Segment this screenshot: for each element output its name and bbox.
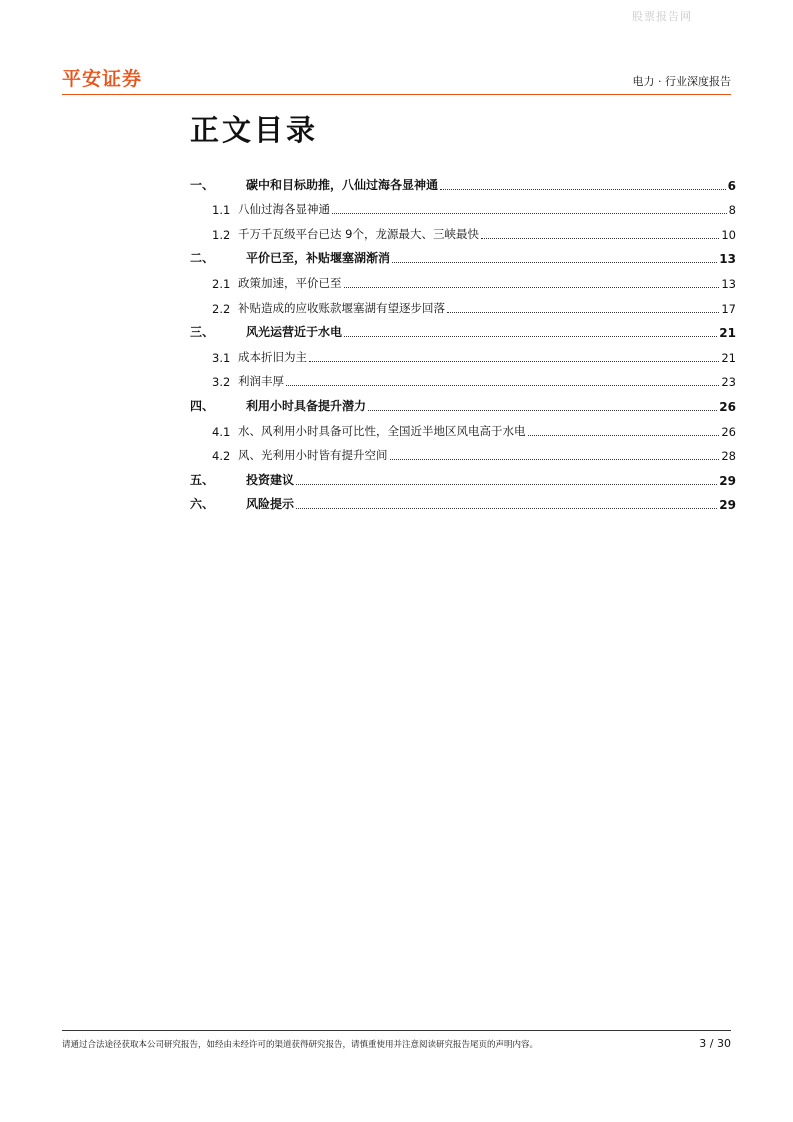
toc-entry-number: 1.2 [212, 227, 231, 242]
toc-leader-dots [309, 361, 719, 362]
toc-section-entry[interactable] [190, 340, 736, 365]
toc-leader-dots [390, 459, 720, 460]
toc-chapter-entry[interactable] [190, 488, 736, 513]
page-title: 正文目录 [190, 113, 319, 147]
toc-entry-number: 六、 [190, 497, 215, 512]
toc-entry-title: 碳中和目标助推，八仙过海各显神通 [246, 177, 439, 192]
toc-leader-dots [332, 213, 727, 214]
toc-leader-dots [296, 508, 717, 509]
toc-section-entry[interactable] [190, 414, 736, 439]
toc-entry-number: 3.1 [212, 350, 231, 365]
toc-entry-title: 补贴造成的应收账款堰塞湖有望逐步回落 [238, 300, 445, 315]
toc-entry-number: 二、 [190, 251, 215, 266]
toc-entry-title: 风、光利用小时皆有提升空间 [238, 448, 388, 463]
toc-leader-dots [440, 189, 726, 190]
toc-chapter-entry[interactable] [190, 168, 736, 193]
toc-section-entry[interactable] [190, 365, 736, 390]
toc-section-entry[interactable] [190, 266, 736, 291]
toc-leader-dots [392, 262, 717, 263]
toc-entry-number: 五、 [190, 472, 215, 487]
toc-leader-dots [481, 238, 719, 239]
toc-entry-page: 17 [721, 301, 736, 316]
toc-entry-title: 千万千瓦级平台已达 9个，龙源最大、三峡最快 [238, 226, 479, 241]
toc-entry-number: 四、 [190, 398, 215, 413]
toc-leader-dots [286, 385, 719, 386]
toc-entry-page: 29 [719, 498, 736, 513]
toc-leader-dots [344, 287, 720, 288]
toc-entry-page: 29 [719, 473, 736, 488]
toc-entry-title: 风光运营近于水电 [246, 325, 343, 340]
toc-entry-page: 21 [719, 326, 736, 341]
toc-leader-dots [447, 312, 719, 313]
toc-leader-dots [296, 484, 717, 485]
toc-entry-number: 3.2 [212, 375, 231, 390]
toc-entry-page: 10 [721, 227, 736, 242]
page-number: 3 / 30 [699, 1037, 731, 1050]
toc-section-entry[interactable] [190, 193, 736, 218]
toc-entry-title: 八仙过海各显神通 [238, 202, 330, 217]
report-section-label: 电力 · 行业深度报告 [632, 75, 731, 88]
toc-entry-number: 一、 [190, 177, 215, 192]
toc-entry-page: 13 [719, 252, 736, 267]
toc-entry-number: 三、 [190, 325, 215, 340]
toc-entry-number: 1.1 [212, 203, 231, 218]
header-divider [62, 94, 731, 95]
toc-entry-page: 28 [721, 449, 736, 464]
footer-divider [62, 1030, 731, 1031]
footer-disclaimer: 请通过合法途径获取本公司研究报告，如经由未经许可的渠道获得研究报告，请慎重使用并注意阅读研究报告尾页的声明内容。 [62, 1040, 539, 1050]
toc-entry-number: 4.2 [212, 449, 231, 464]
toc-entry-page: 23 [721, 375, 736, 390]
watermark: 股票报告网 [632, 10, 692, 23]
company-logo: 平安证券 [62, 68, 143, 90]
toc-entry-title: 水、风利用小时具备可比性，全国近半地区风电高于水电 [238, 423, 526, 438]
toc-entry-number: 4.1 [212, 424, 231, 439]
toc-chapter-entry[interactable] [190, 389, 736, 414]
toc-chapter-entry[interactable] [190, 463, 736, 488]
toc-entry-page: 21 [721, 350, 736, 365]
toc-entry-title: 成本折旧为主 [238, 349, 307, 364]
toc-chapter-entry[interactable] [190, 316, 736, 341]
toc-entry-title: 风险提示 [246, 497, 295, 512]
table-of-contents [190, 168, 736, 512]
toc-leader-dots [528, 435, 720, 436]
toc-entry-number: 2.1 [212, 276, 231, 291]
toc-leader-dots [344, 336, 717, 337]
toc-section-entry[interactable] [190, 439, 736, 464]
toc-section-entry[interactable] [190, 217, 736, 242]
toc-entry-title: 投资建议 [246, 472, 295, 487]
toc-leader-dots [368, 410, 717, 411]
toc-section-entry[interactable] [190, 291, 736, 316]
toc-entry-page: 26 [721, 424, 736, 439]
toc-entry-title: 利润丰厚 [238, 374, 284, 389]
toc-entry-title: 政策加速，平价已至 [238, 275, 342, 290]
toc-entry-page: 26 [719, 399, 736, 414]
toc-entry-number: 2.2 [212, 301, 231, 316]
toc-entry-page: 8 [728, 203, 736, 218]
toc-chapter-entry[interactable] [190, 242, 736, 267]
toc-entry-title: 平价已至，补贴堰塞湖渐消 [246, 251, 391, 266]
toc-entry-page: 13 [721, 276, 736, 291]
toc-entry-page: 6 [727, 178, 736, 193]
toc-entry-title: 利用小时具备提升潜力 [246, 398, 367, 413]
